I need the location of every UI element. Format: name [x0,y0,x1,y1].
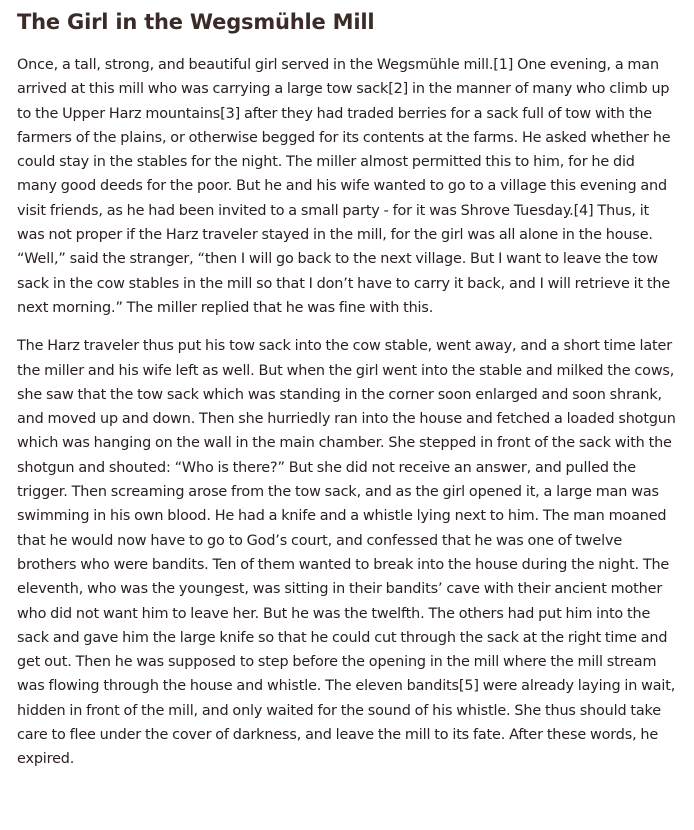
article-title: The Girl in the Wegsmühle Mill [17,10,375,34]
article-paragraph-1: Once, a tall, strong, and beautiful girl served in the Wegsmühle mill.[1] One evening, a man arrived at this mill who was carrying a large tow sack[2] in the manner of many who climb up to the Upper Harz mountains[3] after they had traded berries for a sack full of tow with the farmers of the plains, or otherwise begged for its contents at the farms. He asked whether he could stay in the stables for the night. The miller almost permitted this to him, for he did many good deeds for the poor. But he and his wife wanted to go to a village this evening and visit friends, as he had been invited to a small party - for it was Shrove Tuesday.[4] Thus, it was not proper if the Harz traveler stayed in the mill, for the girl was all alone in the house. “Well,” said the stranger, “then I will go back to the next village. But I want to leave the tow sack in the cow stables in the mill so that I don’t have to carry it back, and I will retrieve it the next morning.” The miller replied that he was fine with this. [17,57,671,316]
article-paragraph-2: The Harz traveler thus put his tow sack into the cow stable, went away, and a short time later the miller and his wife left as well. But when the girl went into the stable and milked the cows, she saw that the tow sack which was standing in the corner soon enlarged and soon shrank, and moved up and down. Then she hurriedly ran into the house and fetched a loaded shotgun which was hanging on the wall in the main chamber. She stepped in front of the sack with the shotgun and shouted: “Who is there?” But she did not receive an answer, and pulled the trigger. Then screaming arose from the tow sack, and as the girl opened it, a large man was swimming in his own blood. He had a knife and a whistle lying next to him. The man moaned that he would now have to go to God’s court, and confessed that he was one of twelve brothers who were bandits. Ten of them wanted to break into the house during the night. The eleventh, who was the youngest, was sitting in their bandits’ cave with their ancient mother who did not want him to leave her. But he was the twelfth. The others had put him into the sack and gave him the large knife so that he could cut through the sack at the right time and get out. Then he was supposed to step before the opening in the mill where the mill stream was flowing through the house and whistle. The eleven bandits[5] were already laying in wait, hidden in front of the mill, and only waited for the sound of his whistle. She thus should take care to flee under the cover of darkness, and leave the mill to its fate. After these words, he expired. [17,338,676,768]
